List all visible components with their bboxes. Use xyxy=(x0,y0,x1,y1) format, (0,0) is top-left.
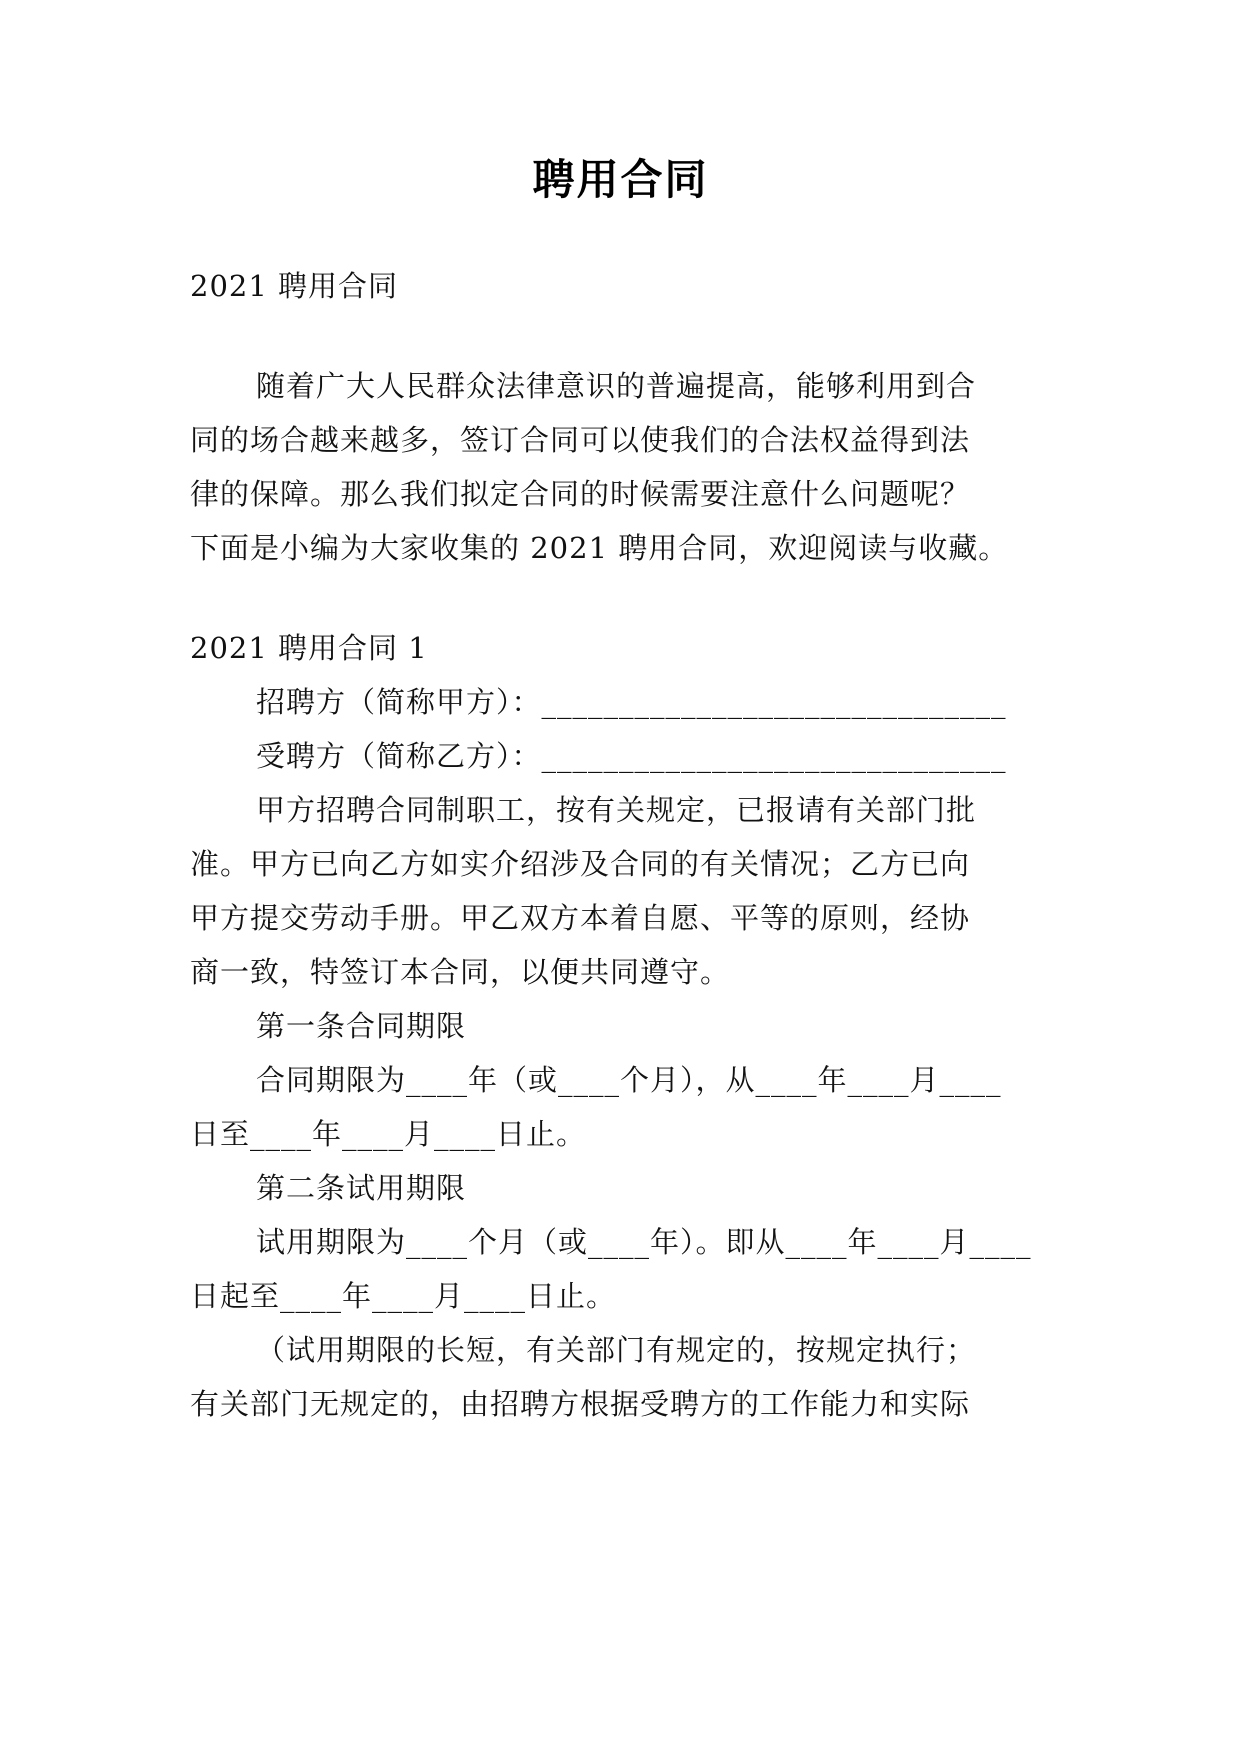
article-1-line-1: 合同期限为____年（或____个月），从____年____月____ xyxy=(256,1063,1002,1097)
article-1-line-2: 日至____年____月____日止。 xyxy=(190,1117,587,1151)
section-heading: 2021 聘用合同 1 xyxy=(190,631,428,665)
intro-line-1: 随着广大人民群众法律意识的普遍提高，能够利用到合 xyxy=(256,369,977,403)
preamble-line-1: 甲方招聘合同制职工，按有关规定，已报请有关部门批 xyxy=(256,793,977,827)
article-1-heading: 第一条合同期限 xyxy=(256,1009,467,1043)
preamble-line-4: 商一致，特签订本合同，以便共同遵守。 xyxy=(190,955,731,989)
preamble-line-3: 甲方提交劳动手册。甲乙双方本着自愿、平等的原则，经协 xyxy=(190,901,971,935)
intro-line-2: 同的场合越来越多，签订合同可以使我们的合法权益得到法 xyxy=(190,423,971,457)
party-b-line: 受聘方（简称乙方）：______________________________ xyxy=(256,739,1007,773)
article-2-line-1: 试用期限为____个月（或____年）。即从____年____月____ xyxy=(256,1225,1032,1259)
trial-note-line-1: （试用期限的长短，有关部门有规定的，按规定执行； xyxy=(256,1333,977,1367)
trial-note-line-2: 有关部门无规定的，由招聘方根据受聘方的工作能力和实际 xyxy=(190,1387,971,1421)
article-2-heading: 第二条试用期限 xyxy=(256,1171,467,1205)
intro-line-4: 下面是小编为大家收集的 2021 聘用合同，欢迎阅读与收藏。 xyxy=(190,531,1009,565)
document-subtitle: 2021 聘用合同 xyxy=(190,269,399,303)
intro-line-3: 律的保障。那么我们拟定合同的时候需要注意什么问题呢？ xyxy=(190,477,971,511)
preamble-line-2: 准。甲方已向乙方如实介绍涉及合同的有关情况；乙方已向 xyxy=(190,847,971,881)
party-a-line: 招聘方（简称甲方）：______________________________ xyxy=(256,685,1007,719)
document-title: 聘用合同 xyxy=(532,155,709,204)
article-2-line-2: 日起至____年____月____日止。 xyxy=(190,1279,617,1313)
